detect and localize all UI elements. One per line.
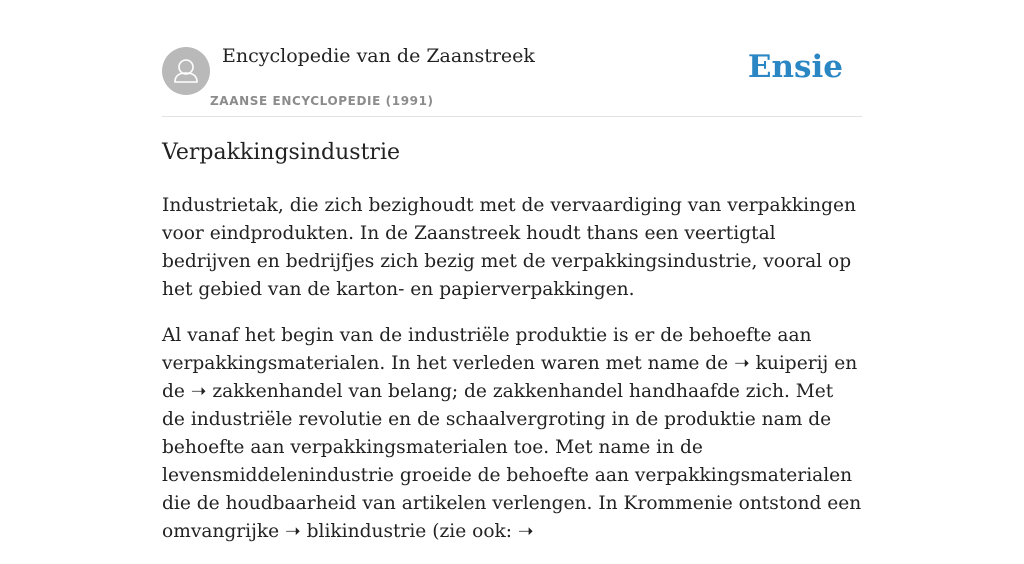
link-kuiperij[interactable]: kuiperij (755, 353, 829, 374)
source-title[interactable]: Encyclopedie van de Zaanstreek (222, 45, 535, 67)
arrow-icon: ➝ (285, 521, 301, 542)
paragraph-2-text-2: en de (162, 353, 858, 402)
page (162, 0, 862, 542)
source-header (162, 0, 862, 117)
paragraph-2-text-3: van belang; de zakkenhandel handhaafde zich. Met de industriële revolutie en de schaalvergroting in de produktie nam de behoefte aan verpakkingsmaterialen toe. Met name in de levensmiddelenindustrie groeide de behoefte aan verpakkingsmaterialen die de houdbaarheid van artikelen verlengen. In Krommenie ontstond een omvangrijke (162, 381, 862, 542)
paragraph-1: Industrietak, die zich bezighoudt met de vervaardiging van verpakkingen voor eindprodukten. In de Zaanstreek houdt thans een veertigtal bedrijven en bedrijfjes zich bezig met de verpakkingsindustrie, vooral op het gebied van de karton- en papierverpakkingen. (162, 195, 856, 300)
arrow-icon: ➝ (190, 381, 207, 402)
paragraph-2-text-1: Al vanaf het begin van de industriële produktie is er de behoefte aan verpakkingsmaterialen. In het verleden waren met name de (162, 325, 812, 374)
brand-logo[interactable]: Ensie (747, 49, 843, 85)
article-body (162, 192, 862, 564)
arrow-icon: ➝ (734, 353, 750, 374)
link-blikindustrie[interactable]: blikindustrie (306, 521, 427, 542)
source-subtitle: ZAANSE ENCYCLOPEDIE (1991) (210, 94, 434, 108)
arrow-icon: ➝ (517, 521, 534, 542)
article-title: Verpakkingsindustrie (162, 140, 401, 165)
user-silhouette-icon (162, 47, 210, 95)
paragraph-2 (162, 322, 862, 546)
paragraph-2-text-4: (zie ook: (426, 521, 518, 542)
link-zakkenhandel[interactable]: zakkenhandel (212, 381, 343, 402)
